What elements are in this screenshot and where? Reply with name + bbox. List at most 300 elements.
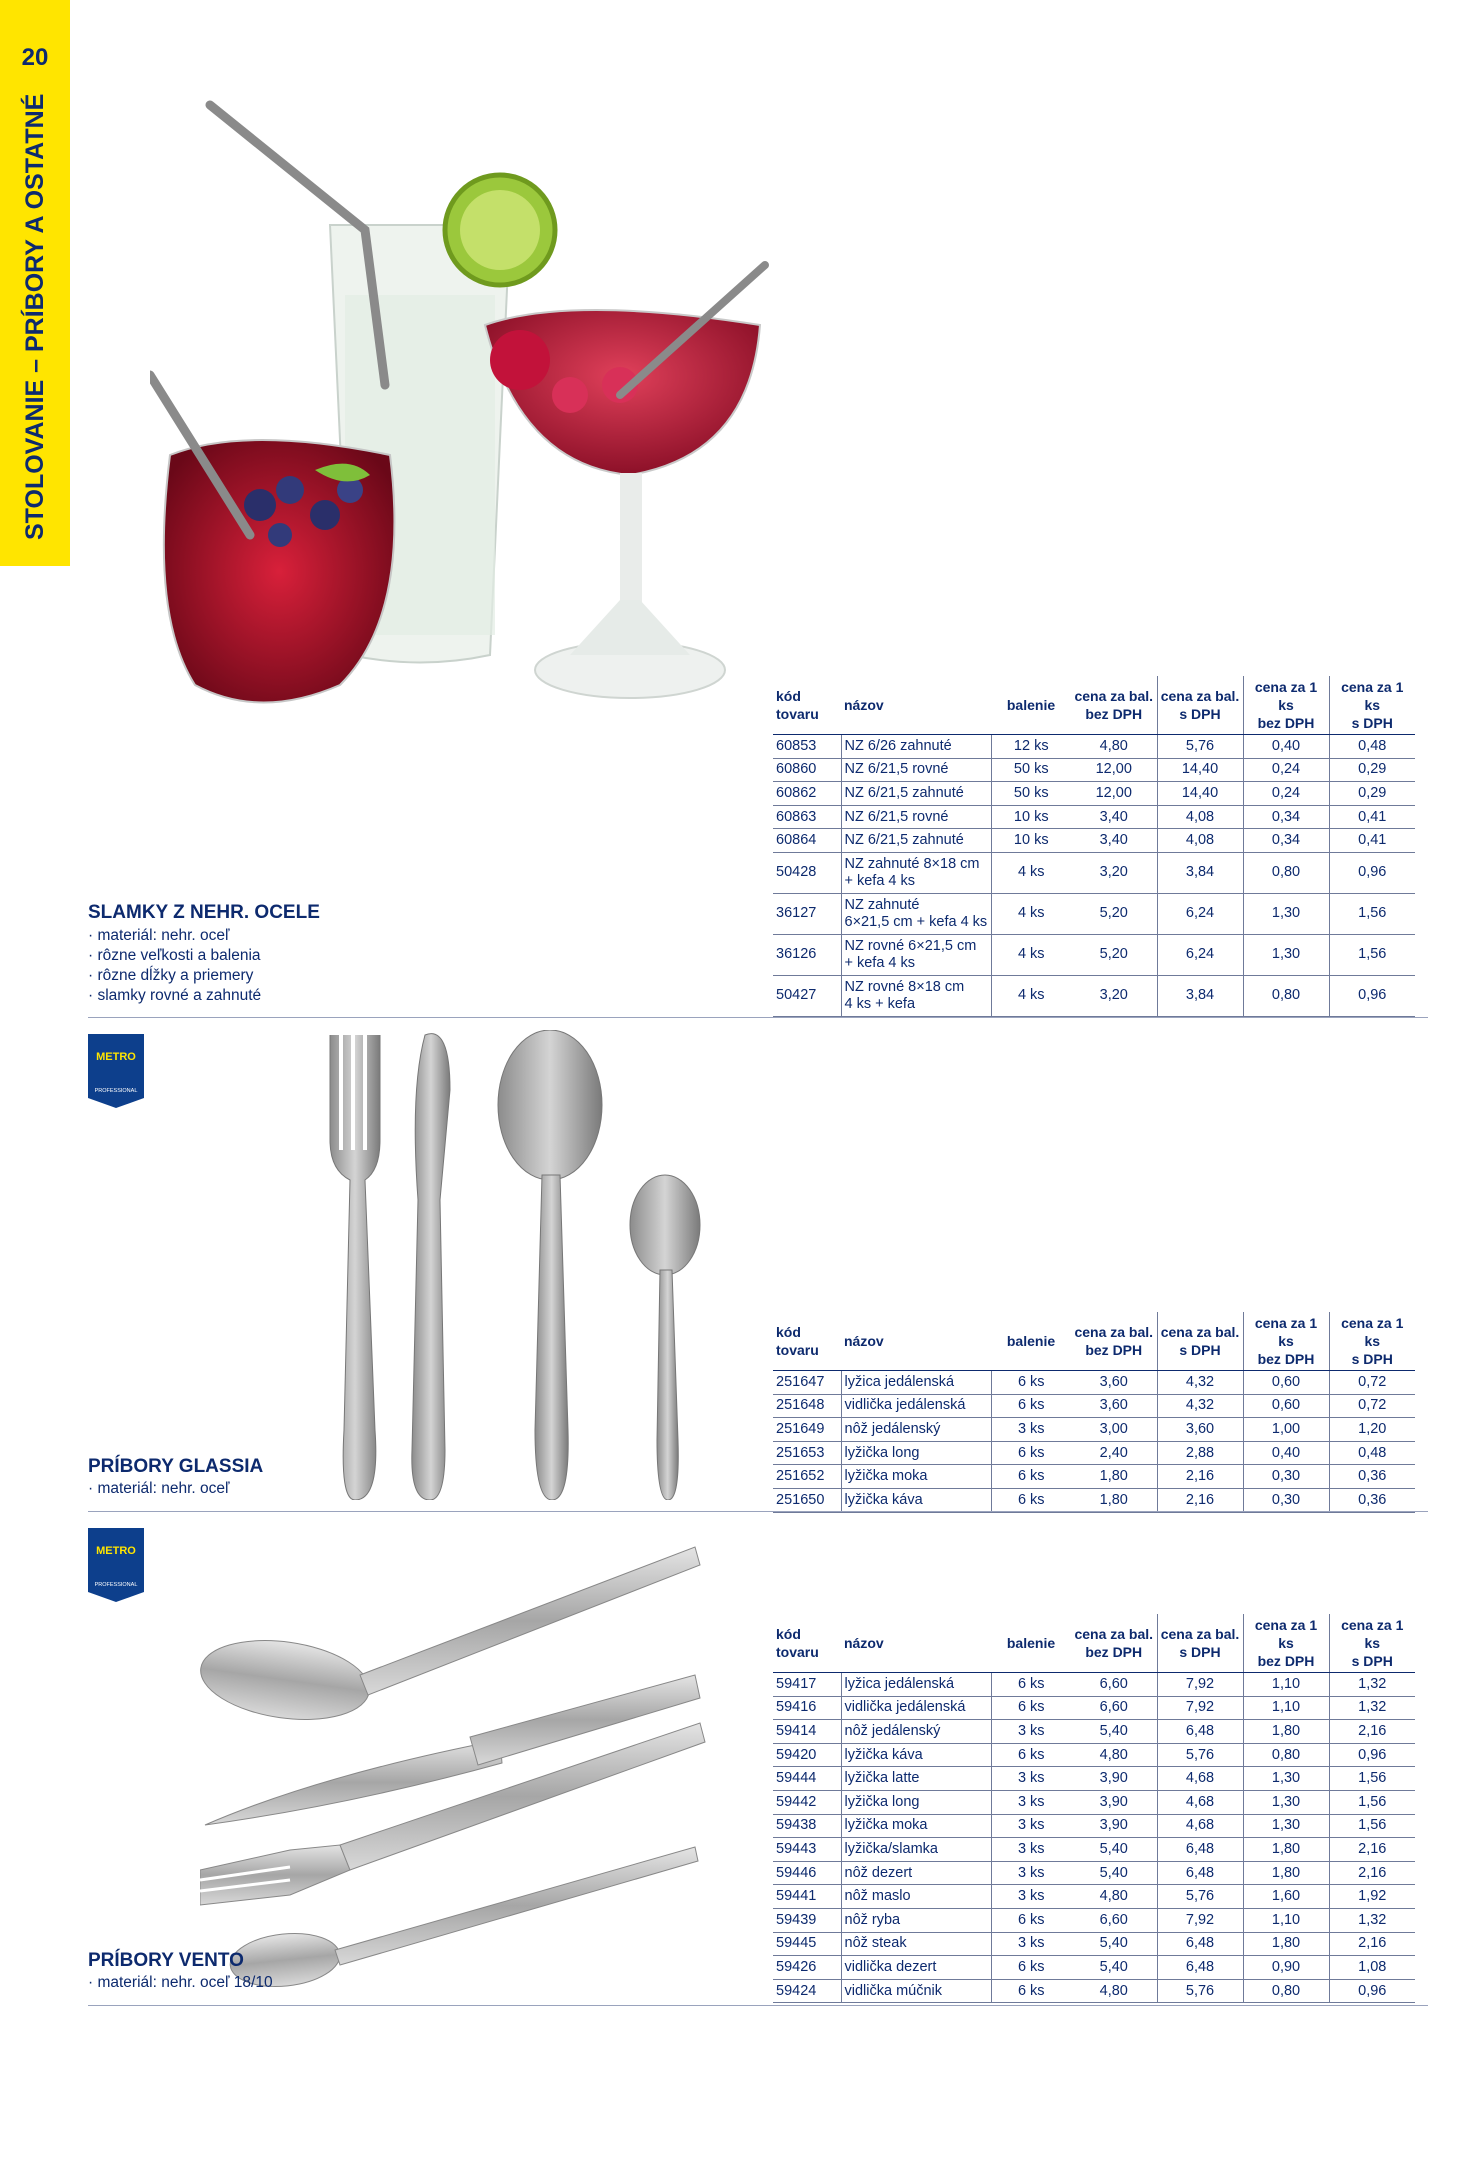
cell-price-pack-net: 2,40 <box>1071 1441 1157 1465</box>
table-header-row <box>773 1312 1415 1371</box>
cell-name: lyžička moka <box>841 1465 991 1489</box>
cell-price-unit-gross: 1,32 <box>1329 1908 1415 1932</box>
table-row <box>773 1838 1415 1862</box>
cell-name: lyžička moka <box>841 1814 991 1838</box>
cell-price-pack-gross: 4,32 <box>1157 1371 1243 1395</box>
cell-name: lyžička káva <box>841 1488 991 1512</box>
page-number: 20 <box>21 44 49 71</box>
table-row <box>773 1488 1415 1512</box>
cell-code: 60853 <box>773 735 841 759</box>
cell-price-pack-net: 3,90 <box>1071 1814 1157 1838</box>
table-row <box>773 829 1415 853</box>
table-row <box>773 1394 1415 1418</box>
cell-price-pack-net: 3,90 <box>1071 1790 1157 1814</box>
feature-item: · slamky rovné a zahnuté <box>88 986 261 1006</box>
header-text: s DPH <box>1351 1653 1393 1669</box>
header-text: tovaru <box>776 706 819 722</box>
product-features <box>88 1479 230 1499</box>
cell-code: 59417 <box>773 1673 841 1697</box>
cell-price-pack-net: 3,00 <box>1071 1418 1157 1442</box>
cell-code: 251648 <box>773 1394 841 1418</box>
cell-price-unit-net: 0,34 <box>1243 805 1329 829</box>
table-header-row <box>773 676 1415 735</box>
cell-price-unit-net: 1,10 <box>1243 1696 1329 1720</box>
cell-name: NZ rovné 6×21,5 cm + kefa 4 ks <box>841 934 991 975</box>
table-row <box>773 975 1415 1016</box>
header-text: s DPH <box>1179 706 1221 722</box>
cell-package: 3 ks <box>991 1932 1071 1956</box>
cell-name: vidlička jedálenská <box>841 1394 991 1418</box>
cell-price-unit-net: 0,80 <box>1243 1979 1329 2003</box>
cell-price-unit-net: 1,10 <box>1243 1908 1329 1932</box>
header-text: cena za 1 ks <box>1341 1315 1404 1349</box>
cell-package: 3 ks <box>991 1790 1071 1814</box>
column-header-price-unit-net <box>1243 1614 1329 1673</box>
column-header-package <box>991 1614 1071 1673</box>
cell-price-unit-net: 0,30 <box>1243 1488 1329 1512</box>
cell-price-unit-gross: 0,96 <box>1329 1743 1415 1767</box>
feature-item: · rôzne dĺžky a priemery <box>88 966 261 986</box>
column-header-code <box>773 1614 841 1673</box>
cell-price-pack-net: 4,80 <box>1071 1979 1157 2003</box>
cell-code: 60860 <box>773 758 841 782</box>
cell-price-unit-gross: 1,56 <box>1329 1790 1415 1814</box>
cell-package: 6 ks <box>991 1673 1071 1697</box>
cell-price-pack-net: 4,80 <box>1071 1743 1157 1767</box>
column-header-name <box>841 1614 991 1673</box>
header-text: bez DPH <box>1085 706 1143 722</box>
cell-price-unit-gross: 2,16 <box>1329 1838 1415 1862</box>
header-text: cena za bal. <box>1074 688 1154 704</box>
cell-price-pack-net: 5,40 <box>1071 1956 1157 1980</box>
metro-logo-subtext: PROFESSIONAL <box>94 1582 138 1588</box>
cell-price-unit-gross: 1,56 <box>1329 1767 1415 1791</box>
cell-package: 12 ks <box>991 735 1071 759</box>
header-text: cena za bal. <box>1160 688 1240 704</box>
cell-code: 59438 <box>773 1814 841 1838</box>
cell-price-pack-net: 5,20 <box>1071 893 1157 934</box>
cell-price-pack-gross: 6,48 <box>1157 1838 1243 1862</box>
cell-name: lyžica jedálenská <box>841 1673 991 1697</box>
cell-price-pack-gross: 5,76 <box>1157 1743 1243 1767</box>
table-row <box>773 1861 1415 1885</box>
table-row <box>773 1418 1415 1442</box>
cell-price-unit-gross: 0,29 <box>1329 758 1415 782</box>
cell-price-pack-net: 12,00 <box>1071 758 1157 782</box>
cell-price-unit-net: 0,80 <box>1243 975 1329 1016</box>
cell-price-pack-gross: 6,48 <box>1157 1720 1243 1744</box>
cell-price-unit-gross: 0,48 <box>1329 735 1415 759</box>
cell-price-unit-gross: 0,36 <box>1329 1465 1415 1489</box>
table-row <box>773 1673 1415 1697</box>
cell-package: 6 ks <box>991 1394 1071 1418</box>
cell-price-pack-gross: 14,40 <box>1157 782 1243 806</box>
cell-price-unit-net: 1,80 <box>1243 1720 1329 1744</box>
table-row <box>773 1908 1415 1932</box>
cell-name: NZ 6/21,5 zahnuté <box>841 829 991 853</box>
table-row <box>773 1790 1415 1814</box>
cell-price-pack-net: 5,40 <box>1071 1720 1157 1744</box>
cell-price-pack-net: 5,40 <box>1071 1932 1157 1956</box>
table-row <box>773 1932 1415 1956</box>
cell-package: 3 ks <box>991 1838 1071 1862</box>
cell-price-pack-net: 3,20 <box>1071 852 1157 893</box>
column-header-code <box>773 1312 841 1371</box>
cell-price-pack-gross: 2,88 <box>1157 1441 1243 1465</box>
cell-code: 60863 <box>773 805 841 829</box>
table-row <box>773 782 1415 806</box>
header-text: cena za bal. <box>1074 1626 1154 1642</box>
cell-code: 36127 <box>773 893 841 934</box>
cell-price-unit-net: 1,80 <box>1243 1932 1329 1956</box>
table-row <box>773 1979 1415 2003</box>
table-row <box>773 735 1415 759</box>
cell-name: lyžička/slamka <box>841 1838 991 1862</box>
product-title: PRÍBORY GLASSIA <box>88 1456 264 1477</box>
cell-price-unit-net: 0,40 <box>1243 735 1329 759</box>
header-text: kód <box>776 688 801 704</box>
cell-price-pack-gross: 14,40 <box>1157 758 1243 782</box>
cell-name: nôž jedálenský <box>841 1418 991 1442</box>
cell-price-unit-net: 0,90 <box>1243 1956 1329 1980</box>
cell-price-unit-net: 0,30 <box>1243 1465 1329 1489</box>
straws-drinks-photo <box>150 95 770 755</box>
cell-price-pack-net: 3,90 <box>1071 1767 1157 1791</box>
header-text: balenie <box>1006 1635 1056 1651</box>
cell-price-unit-net: 0,24 <box>1243 758 1329 782</box>
cell-price-unit-gross: 1,08 <box>1329 1956 1415 1980</box>
product-title: PRÍBORY VENTO <box>88 1950 244 1971</box>
table-row <box>773 852 1415 893</box>
header-text: bez DPH <box>1085 1342 1143 1358</box>
cell-price-pack-gross: 2,16 <box>1157 1488 1243 1512</box>
header-text: balenie <box>1006 697 1056 713</box>
cell-price-unit-net: 1,30 <box>1243 1790 1329 1814</box>
table-row <box>773 1720 1415 1744</box>
cell-price-pack-net: 12,00 <box>1071 782 1157 806</box>
column-header-price-unit-gross <box>1329 676 1415 735</box>
table-row <box>773 934 1415 975</box>
metro-logo-subtext: PROFESSIONAL <box>94 1088 138 1094</box>
column-header-price-pack-net <box>1071 1312 1157 1371</box>
header-text: názov <box>844 1635 884 1651</box>
cell-price-unit-gross: 2,16 <box>1329 1861 1415 1885</box>
cell-code: 59439 <box>773 1908 841 1932</box>
cell-price-pack-net: 6,60 <box>1071 1673 1157 1697</box>
cell-price-unit-net: 0,60 <box>1243 1394 1329 1418</box>
cell-price-pack-gross: 5,76 <box>1157 1979 1243 2003</box>
header-text: cena za bal. <box>1160 1626 1240 1642</box>
cell-price-pack-net: 3,60 <box>1071 1371 1157 1395</box>
header-text: s DPH <box>1351 715 1393 731</box>
cell-price-unit-net: 1,30 <box>1243 893 1329 934</box>
cell-price-unit-net: 1,10 <box>1243 1673 1329 1697</box>
cell-package: 50 ks <box>991 782 1071 806</box>
cell-price-unit-gross: 1,56 <box>1329 934 1415 975</box>
table-row <box>773 758 1415 782</box>
header-text: s DPH <box>1179 1644 1221 1660</box>
cell-price-pack-net: 3,40 <box>1071 805 1157 829</box>
table-row <box>773 1465 1415 1489</box>
table-row <box>773 893 1415 934</box>
cell-package: 6 ks <box>991 1979 1071 2003</box>
cell-price-unit-net: 1,80 <box>1243 1838 1329 1862</box>
column-header-price-pack-gross <box>1157 1312 1243 1371</box>
header-text: bez DPH <box>1085 1644 1143 1660</box>
cell-price-pack-gross: 4,32 <box>1157 1394 1243 1418</box>
metro-logo-text: METRO <box>96 1545 136 1557</box>
column-header-package <box>991 676 1071 735</box>
vento-cutlery-photo <box>200 1525 710 1995</box>
header-text: cena za 1 ks <box>1254 679 1318 713</box>
cell-price-pack-gross: 4,68 <box>1157 1767 1243 1791</box>
cell-price-unit-gross: 2,16 <box>1329 1932 1415 1956</box>
price-table-straws <box>773 676 1415 1017</box>
header-text: cena za 1 ks <box>1341 1617 1404 1651</box>
header-text: cena za 1 ks <box>1254 1315 1318 1349</box>
cell-price-unit-gross: 0,96 <box>1329 975 1415 1016</box>
cell-name: nôž dezert <box>841 1861 991 1885</box>
column-header-price-unit-net <box>1243 1312 1329 1371</box>
column-header-price-unit-gross <box>1329 1312 1415 1371</box>
cell-code: 59443 <box>773 1838 841 1862</box>
cell-package: 4 ks <box>991 893 1071 934</box>
cell-name: NZ rovné 8×18 cm 4 ks + kefa <box>841 975 991 1016</box>
cell-price-pack-net: 3,20 <box>1071 975 1157 1016</box>
cell-code: 60864 <box>773 829 841 853</box>
cell-price-unit-net: 1,30 <box>1243 934 1329 975</box>
cell-price-pack-net: 1,80 <box>1071 1488 1157 1512</box>
cell-name: nôž maslo <box>841 1885 991 1909</box>
cell-code: 59446 <box>773 1861 841 1885</box>
column-header-price-pack-gross <box>1157 1614 1243 1673</box>
cell-price-unit-gross: 0,41 <box>1329 805 1415 829</box>
cell-code: 59441 <box>773 1885 841 1909</box>
cell-name: nôž jedálenský <box>841 1720 991 1744</box>
table-row <box>773 805 1415 829</box>
glassia-cutlery-photo <box>320 1030 720 1500</box>
section-divider <box>88 1017 1428 1018</box>
cell-price-pack-net: 1,80 <box>1071 1465 1157 1489</box>
cell-package: 3 ks <box>991 1861 1071 1885</box>
section-divider <box>88 1511 1428 1512</box>
cell-price-pack-net: 3,40 <box>1071 829 1157 853</box>
cell-price-pack-net: 6,60 <box>1071 1696 1157 1720</box>
cell-code: 59424 <box>773 1979 841 2003</box>
cell-price-unit-gross: 0,29 <box>1329 782 1415 806</box>
header-text: kód <box>776 1626 801 1642</box>
table-row <box>773 1956 1415 1980</box>
product-features <box>88 1973 273 1993</box>
cell-package: 6 ks <box>991 1371 1071 1395</box>
column-header-code <box>773 676 841 735</box>
cell-package: 4 ks <box>991 852 1071 893</box>
header-text: balenie <box>1006 1333 1056 1349</box>
cell-package: 6 ks <box>991 1488 1071 1512</box>
cell-price-pack-net: 3,60 <box>1071 1394 1157 1418</box>
header-text: cena za 1 ks <box>1341 679 1404 713</box>
cell-price-pack-gross: 6,24 <box>1157 893 1243 934</box>
cell-price-pack-gross: 5,76 <box>1157 735 1243 759</box>
cell-price-pack-gross: 7,92 <box>1157 1673 1243 1697</box>
price-table-vento <box>773 1614 1415 2003</box>
cell-price-pack-gross: 6,48 <box>1157 1932 1243 1956</box>
cell-package: 4 ks <box>991 975 1071 1016</box>
cell-price-pack-gross: 6,24 <box>1157 934 1243 975</box>
cell-price-unit-net: 0,80 <box>1243 1743 1329 1767</box>
price-table-glassia <box>773 1312 1415 1513</box>
cell-price-unit-net: 0,34 <box>1243 829 1329 853</box>
cell-price-unit-net: 1,30 <box>1243 1767 1329 1791</box>
table-row <box>773 1743 1415 1767</box>
cell-price-pack-gross: 7,92 <box>1157 1696 1243 1720</box>
column-header-price-pack-net <box>1071 1614 1157 1673</box>
cell-name: nôž ryba <box>841 1908 991 1932</box>
cell-package: 10 ks <box>991 829 1071 853</box>
column-header-price-unit-net <box>1243 676 1329 735</box>
cell-price-unit-net: 0,80 <box>1243 852 1329 893</box>
cell-code: 50428 <box>773 852 841 893</box>
header-text: s DPH <box>1179 1342 1221 1358</box>
cell-price-pack-gross: 3,60 <box>1157 1418 1243 1442</box>
cell-code: 251650 <box>773 1488 841 1512</box>
cell-package: 3 ks <box>991 1814 1071 1838</box>
cell-package: 50 ks <box>991 758 1071 782</box>
cell-price-unit-gross: 1,32 <box>1329 1673 1415 1697</box>
table-row <box>773 1767 1415 1791</box>
metro-logo-text: METRO <box>96 1051 136 1063</box>
cell-code: 60862 <box>773 782 841 806</box>
cell-name: vidlička múčnik <box>841 1979 991 2003</box>
cell-price-unit-net: 0,40 <box>1243 1441 1329 1465</box>
cell-price-unit-gross: 1,92 <box>1329 1885 1415 1909</box>
feature-item: · materiál: nehr. oceľ <box>88 926 261 946</box>
cell-package: 3 ks <box>991 1767 1071 1791</box>
cell-code: 59444 <box>773 1767 841 1791</box>
product-features <box>88 926 261 1006</box>
cell-price-pack-gross: 3,84 <box>1157 975 1243 1016</box>
cell-package: 6 ks <box>991 1441 1071 1465</box>
cell-price-unit-gross: 1,56 <box>1329 1814 1415 1838</box>
section-title: STOLOVANIE – PRÍBORY A OSTATNÉ <box>21 93 49 540</box>
cell-code: 251652 <box>773 1465 841 1489</box>
cell-price-pack-net: 5,40 <box>1071 1861 1157 1885</box>
cell-package: 3 ks <box>991 1885 1071 1909</box>
metro-professional-logo <box>88 1528 144 1602</box>
cell-name: NZ zahnuté 6×21,5 cm + kefa 4 ks <box>841 893 991 934</box>
cell-name: nôž steak <box>841 1932 991 1956</box>
cell-name: NZ 6/21,5 rovné <box>841 758 991 782</box>
cell-price-pack-gross: 2,16 <box>1157 1465 1243 1489</box>
cell-price-unit-gross: 1,32 <box>1329 1696 1415 1720</box>
cell-name: NZ 6/26 zahnuté <box>841 735 991 759</box>
cell-price-unit-gross: 0,72 <box>1329 1394 1415 1418</box>
cell-price-unit-net: 1,00 <box>1243 1418 1329 1442</box>
feature-item: · materiál: nehr. oceľ <box>88 1479 230 1499</box>
cell-price-unit-gross: 0,96 <box>1329 1979 1415 2003</box>
cell-price-pack-net: 5,40 <box>1071 1838 1157 1862</box>
cell-price-pack-net: 6,60 <box>1071 1908 1157 1932</box>
cell-code: 251647 <box>773 1371 841 1395</box>
cell-package: 6 ks <box>991 1956 1071 1980</box>
header-text: cena za bal. <box>1074 1324 1154 1340</box>
table-row <box>773 1885 1415 1909</box>
table-row <box>773 1696 1415 1720</box>
cell-price-unit-gross: 0,36 <box>1329 1488 1415 1512</box>
product-title: SLAMKY Z NEHR. OCELE <box>88 902 320 923</box>
cell-code: 251653 <box>773 1441 841 1465</box>
cell-price-unit-gross: 0,48 <box>1329 1441 1415 1465</box>
header-text: cena za bal. <box>1160 1324 1240 1340</box>
cell-price-unit-gross: 0,72 <box>1329 1371 1415 1395</box>
cell-package: 4 ks <box>991 934 1071 975</box>
header-text: bez DPH <box>1257 715 1315 731</box>
cell-code: 251649 <box>773 1418 841 1442</box>
header-text: cena za 1 ks <box>1254 1617 1318 1651</box>
cell-price-pack-gross: 6,48 <box>1157 1861 1243 1885</box>
column-header-name <box>841 1312 991 1371</box>
header-text: názov <box>844 697 884 713</box>
column-header-price-unit-gross <box>1329 1614 1415 1673</box>
header-text: bez DPH <box>1257 1653 1315 1669</box>
cell-price-unit-net: 0,24 <box>1243 782 1329 806</box>
cell-name: lyžica jedálenská <box>841 1371 991 1395</box>
cell-name: NZ 6/21,5 rovné <box>841 805 991 829</box>
cell-name: lyžička káva <box>841 1743 991 1767</box>
header-text: s DPH <box>1351 1351 1393 1367</box>
cell-price-pack-net: 4,80 <box>1071 735 1157 759</box>
cell-price-pack-net: 5,20 <box>1071 934 1157 975</box>
cell-price-pack-gross: 4,08 <box>1157 829 1243 853</box>
cell-name: lyžička long <box>841 1790 991 1814</box>
cell-price-unit-net: 1,30 <box>1243 1814 1329 1838</box>
cell-price-pack-net: 4,80 <box>1071 1885 1157 1909</box>
cell-price-pack-gross: 3,84 <box>1157 852 1243 893</box>
cell-price-pack-gross: 4,68 <box>1157 1790 1243 1814</box>
cell-code: 36126 <box>773 934 841 975</box>
cell-price-unit-gross: 0,41 <box>1329 829 1415 853</box>
column-header-name <box>841 676 991 735</box>
cell-package: 10 ks <box>991 805 1071 829</box>
cell-price-unit-net: 1,60 <box>1243 1885 1329 1909</box>
header-text: názov <box>844 1333 884 1349</box>
metro-professional-logo <box>88 1034 144 1108</box>
cell-code: 59445 <box>773 1932 841 1956</box>
cell-price-unit-gross: 1,56 <box>1329 893 1415 934</box>
cell-price-unit-net: 1,80 <box>1243 1861 1329 1885</box>
cell-package: 6 ks <box>991 1696 1071 1720</box>
column-header-package <box>991 1312 1071 1371</box>
cell-price-pack-gross: 7,92 <box>1157 1908 1243 1932</box>
header-text: bez DPH <box>1257 1351 1315 1367</box>
section-divider <box>88 2005 1428 2006</box>
cell-name: NZ 6/21,5 zahnuté <box>841 782 991 806</box>
cell-code: 59442 <box>773 1790 841 1814</box>
cell-package: 3 ks <box>991 1418 1071 1442</box>
feature-item: · rôzne veľkosti a balenia <box>88 946 261 966</box>
cell-price-pack-gross: 6,48 <box>1157 1956 1243 1980</box>
column-header-price-pack-gross <box>1157 676 1243 735</box>
cell-code: 59414 <box>773 1720 841 1744</box>
cell-name: lyžička long <box>841 1441 991 1465</box>
cell-price-unit-gross: 0,96 <box>1329 852 1415 893</box>
table-row <box>773 1371 1415 1395</box>
cell-price-pack-gross: 4,68 <box>1157 1814 1243 1838</box>
cell-price-unit-gross: 1,20 <box>1329 1418 1415 1442</box>
cell-code: 50427 <box>773 975 841 1016</box>
cell-package: 6 ks <box>991 1465 1071 1489</box>
cell-name: NZ zahnuté 8×18 cm + kefa 4 ks <box>841 852 991 893</box>
